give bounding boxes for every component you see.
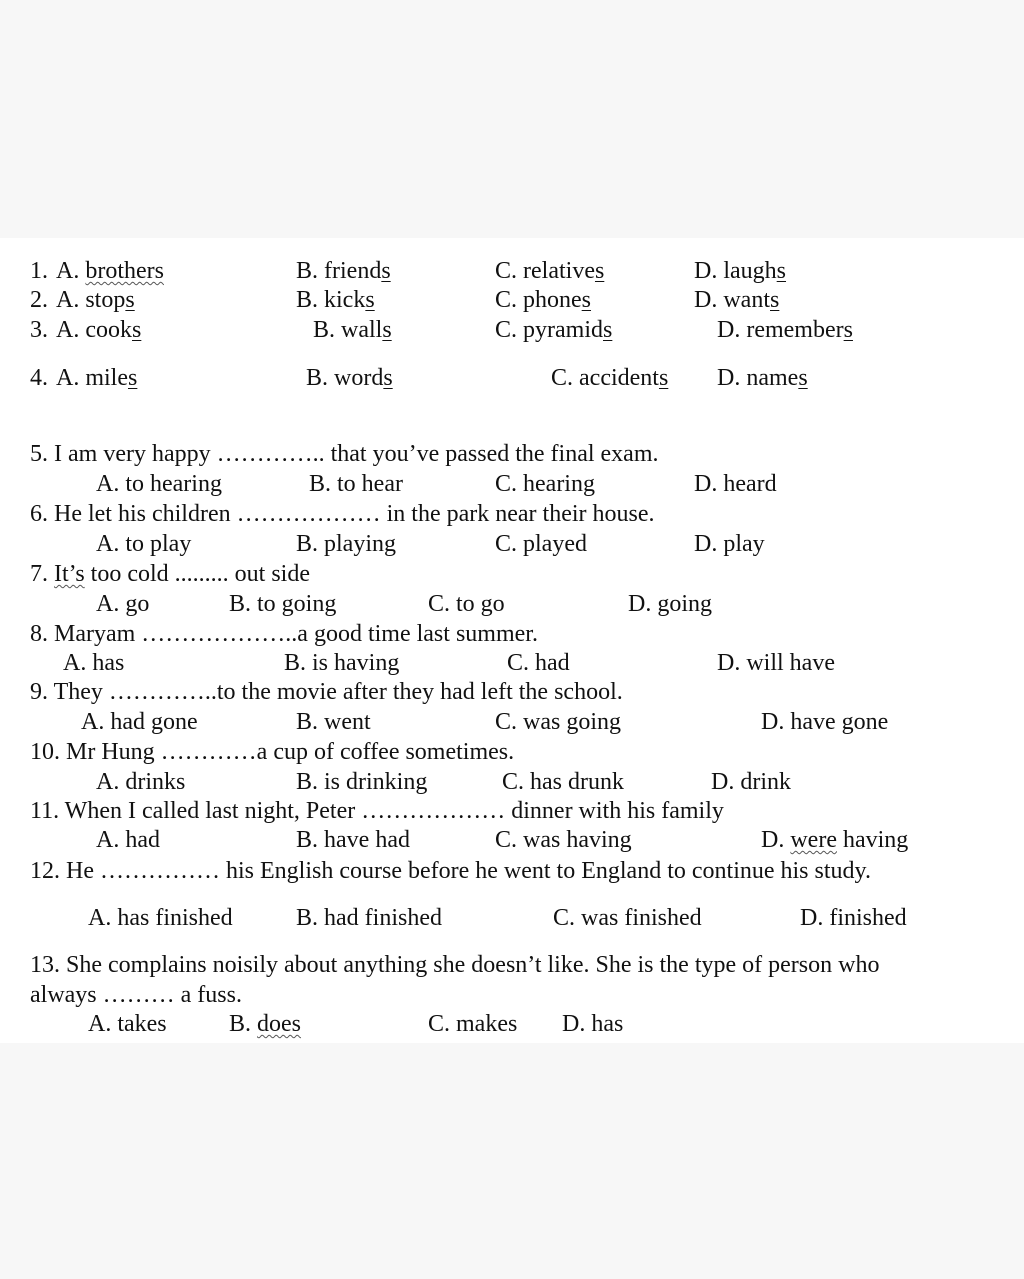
- q11-option-b: B. have had: [296, 827, 410, 853]
- q5-option-a: A. to hearing: [96, 471, 222, 497]
- question-13-stem-line2: always ……… a fuss.: [30, 982, 242, 1008]
- q2-option-a: A. stops: [56, 287, 135, 313]
- question-8-stem: 8. Maryam ………………..a good time last summer.: [30, 621, 538, 647]
- q2-option-c: C. phones: [495, 287, 592, 313]
- question-2-number: 2.: [30, 287, 48, 313]
- q5-option-c: C. hearing: [495, 471, 595, 497]
- q1-option-b: B. friends: [296, 258, 391, 284]
- q11-option-a: A. had: [96, 827, 160, 853]
- q8-option-d: D. will have: [717, 650, 835, 676]
- question-10-stem: 10. Mr Hung …………a cup of coffee sometimes.: [30, 739, 515, 765]
- q12-option-c: C. was finished: [553, 905, 702, 931]
- q3-option-b: B. walls: [313, 317, 392, 343]
- q3-option-c: C. pyramids: [495, 317, 613, 343]
- q9-option-b: B. went: [296, 709, 371, 735]
- q10-option-b: B. is drinking: [296, 769, 428, 795]
- q11-option-c: C. was having: [495, 827, 632, 853]
- q5-option-d: D. heard: [694, 471, 777, 497]
- question-1-number: 1.: [30, 258, 48, 284]
- q9-option-a: A. had gone: [81, 709, 198, 735]
- q12-option-d: D. finished: [800, 905, 907, 931]
- question-7-stem: 7. It’s too cold ......... out side: [30, 561, 310, 587]
- q13-option-b: B. does: [229, 1011, 302, 1037]
- q4-option-a: A. miles: [56, 365, 138, 391]
- q6-option-b: B. playing: [296, 531, 396, 557]
- q6-option-d: D. play: [694, 531, 765, 557]
- q13-option-c: C. makes: [428, 1011, 518, 1037]
- question-11-stem: 11. When I called last night, Peter ……………… dinner with his family: [30, 798, 724, 824]
- q8-option-c: C. had: [507, 650, 570, 676]
- q12-option-a: A. has finished: [88, 905, 233, 931]
- q4-option-c: C. accidents: [551, 365, 669, 391]
- q8-option-b: B. is having: [284, 650, 400, 676]
- question-4-number: 4.: [30, 365, 48, 391]
- question-12-stem: 12. He …………… his English course before he went to England to continue his study.: [30, 858, 871, 884]
- q2-option-b: B. kicks: [296, 287, 375, 313]
- q2-option-d: D. wants: [694, 287, 780, 313]
- q10-option-d: D. drink: [711, 769, 791, 795]
- q7-option-d: D. going: [628, 591, 712, 617]
- q1-option-a: A. brothers: [56, 258, 164, 284]
- q9-option-c: C. was going: [495, 709, 621, 735]
- q1-option-c: C. relatives: [495, 258, 605, 284]
- q7-option-c: C. to go: [428, 591, 505, 617]
- question-5-stem: 5. I am very happy ………….. that you’ve passed the final exam.: [30, 441, 659, 467]
- q10-option-a: A. drinks: [96, 769, 186, 795]
- question-6-stem: 6. He let his children ……………… in the park near their house.: [30, 501, 655, 527]
- q5-option-b: B. to hear: [309, 471, 403, 497]
- q6-option-a: A. to play: [96, 531, 192, 557]
- q8-option-a: A. has: [63, 650, 125, 676]
- q13-option-d: D. has: [562, 1011, 624, 1037]
- q13-option-a: A. takes: [88, 1011, 167, 1037]
- q9-option-d: D. have gone: [761, 709, 889, 735]
- q3-option-a: A. cooks: [56, 317, 142, 343]
- q10-option-c: C. has drunk: [502, 769, 624, 795]
- q11-option-d: D. were having: [761, 827, 909, 853]
- q12-option-b: B. had finished: [296, 905, 442, 931]
- question-3-number: 3.: [30, 317, 48, 343]
- question-13-stem: 13. She complains noisily about anything she doesn’t like. She is the type of person who: [30, 952, 880, 978]
- q7-option-b: B. to going: [229, 591, 337, 617]
- q6-option-c: C. played: [495, 531, 587, 557]
- q4-option-d: D. names: [717, 365, 808, 391]
- q1-option-d: D. laughs: [694, 258, 787, 284]
- q4-option-b: B. words: [306, 365, 393, 391]
- question-9-stem: 9. They …………..to the movie after they had left the school.: [30, 679, 623, 705]
- q3-option-d: D. remembers: [717, 317, 853, 343]
- q7-option-a: A. go: [96, 591, 150, 617]
